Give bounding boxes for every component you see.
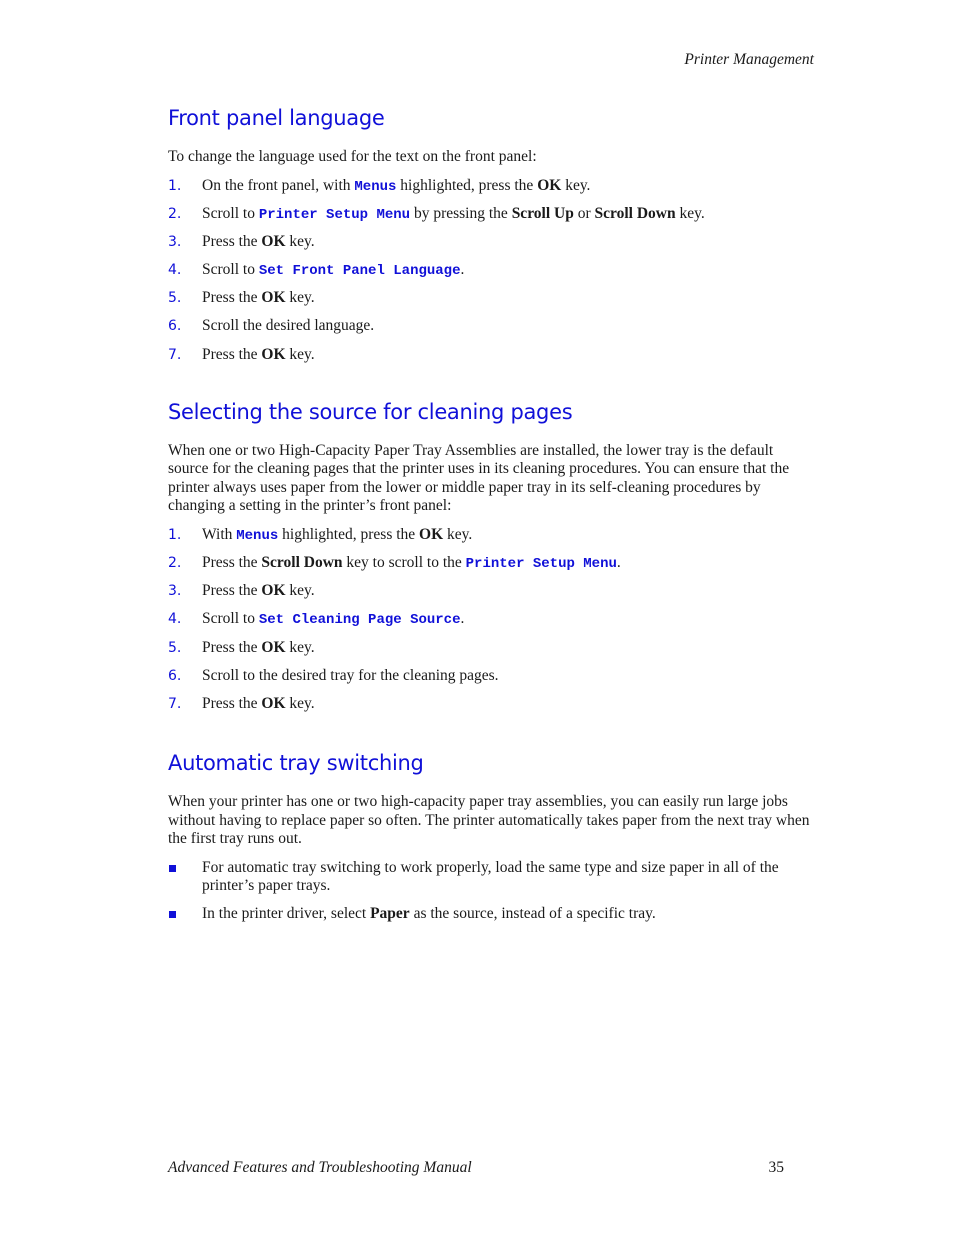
step-number: 3.	[168, 233, 182, 250]
list-item: In the printer driver, select Paper as the source, instead of a specific tray.	[168, 905, 813, 924]
page-content	[168, 104, 813, 932]
key-name: Scroll Up	[511, 204, 574, 222]
step-list	[168, 177, 813, 374]
menu-code: Set Cleaning Page Source	[258, 612, 461, 629]
step-number: 7.	[168, 346, 182, 363]
step-number: 3.	[168, 583, 182, 600]
key-name: OK	[261, 289, 286, 307]
key-name: Paper	[370, 904, 410, 922]
key-name: OK	[261, 582, 286, 600]
step-number: 5.	[168, 290, 182, 307]
section-intro: When your printer has one or two high-capacity paper tray assemblies, you can easily run large jobs without having to replace paper so often. The printer automatically takes paper from the next tray when the first tray runs out.	[168, 793, 810, 848]
section-intro: To change the language used for the text on the front panel:	[168, 148, 537, 165]
bullet-list	[168, 859, 813, 924]
list-item: 2. Scroll to Printer Setup Menu by pressing the Scroll Up or Scroll Down key.	[168, 204, 705, 223]
menu-code: Printer Setup Menu	[465, 556, 617, 572]
step-list	[168, 526, 813, 723]
key-name: OK	[419, 525, 444, 543]
list-item: 3. Press the OK key.	[168, 582, 315, 600]
key-name: OK	[537, 176, 562, 194]
section-heading-front-panel-language: Front panel language	[168, 106, 385, 130]
list-item: 1. With Menus highlighted, press the OK key.	[168, 525, 473, 544]
key-name: OK	[261, 638, 286, 656]
menu-code: Menus	[236, 527, 279, 544]
menu-code: Set Front Panel Language	[258, 263, 461, 280]
list-item: 5. Press the OK key.	[168, 638, 315, 656]
key-name: Scroll Down	[261, 554, 343, 571]
list-item: 7. Press the OK key.	[168, 345, 315, 363]
list-item: 3. Press the OK key.	[168, 232, 315, 250]
list-item: 2. Press the Scroll Down key to scroll to the Printer Setup Menu.	[168, 554, 621, 572]
section-heading-automatic-tray-switching: Automatic tray switching	[168, 751, 424, 776]
step-number: 6.	[168, 318, 182, 335]
list-item: 6. Scroll to the desired tray for the cleaning pages.	[168, 666, 499, 684]
list-item: 4. Scroll to Set Cleaning Page Source.	[168, 610, 465, 629]
list-item: 7. Press the OK key.	[168, 694, 315, 712]
step-number: 2.	[168, 205, 182, 222]
step-number: 2.	[168, 555, 182, 571]
key-name: OK	[261, 232, 286, 250]
section-heading-cleaning-pages: Selecting the source for cleaning pages	[168, 399, 573, 424]
menu-code: Printer Setup Menu	[258, 206, 411, 223]
step-number: 1.	[168, 526, 182, 543]
step-number: 4.	[168, 262, 182, 279]
list-item: 6. Scroll the desired language.	[168, 317, 375, 335]
square-bullet-icon	[169, 911, 176, 918]
step-number: 1.	[168, 177, 182, 194]
key-name: Scroll Down	[594, 204, 676, 222]
footer-manual-title: Advanced Features and Troubleshooting Manual	[168, 1159, 472, 1176]
list-item: For automatic tray switching to work properly, load the same type and size paper in all of the printer’s paper trays.	[168, 859, 813, 896]
page-number: 35	[768, 1159, 784, 1176]
list-item: 5. Press the OK key.	[168, 289, 315, 307]
step-number: 5.	[168, 639, 182, 656]
key-name: OK	[261, 345, 286, 363]
list-item: 4. Scroll to Set Front Panel Language.	[168, 261, 465, 280]
step-number: 6.	[168, 667, 182, 684]
menu-code: Menus	[354, 178, 397, 195]
section-intro: When one or two High-Capacity Paper Tray Assemblies are installed, the lower tray is the default source for the cleaning pages that the printer uses in its cleaning procedures. You can ensure that the printer always uses paper from the lower or middle paper tray in its self-cleaning procedures by changing a setting in the printer’s front panel:	[168, 441, 790, 515]
step-number: 4.	[168, 611, 182, 628]
running-head: Printer Management	[684, 51, 814, 68]
list-item: 1. On the front panel, with Menus highlighted, press the OK key.	[168, 176, 591, 195]
step-number: 7.	[168, 695, 182, 712]
square-bullet-icon	[169, 865, 176, 872]
key-name: OK	[261, 694, 286, 712]
